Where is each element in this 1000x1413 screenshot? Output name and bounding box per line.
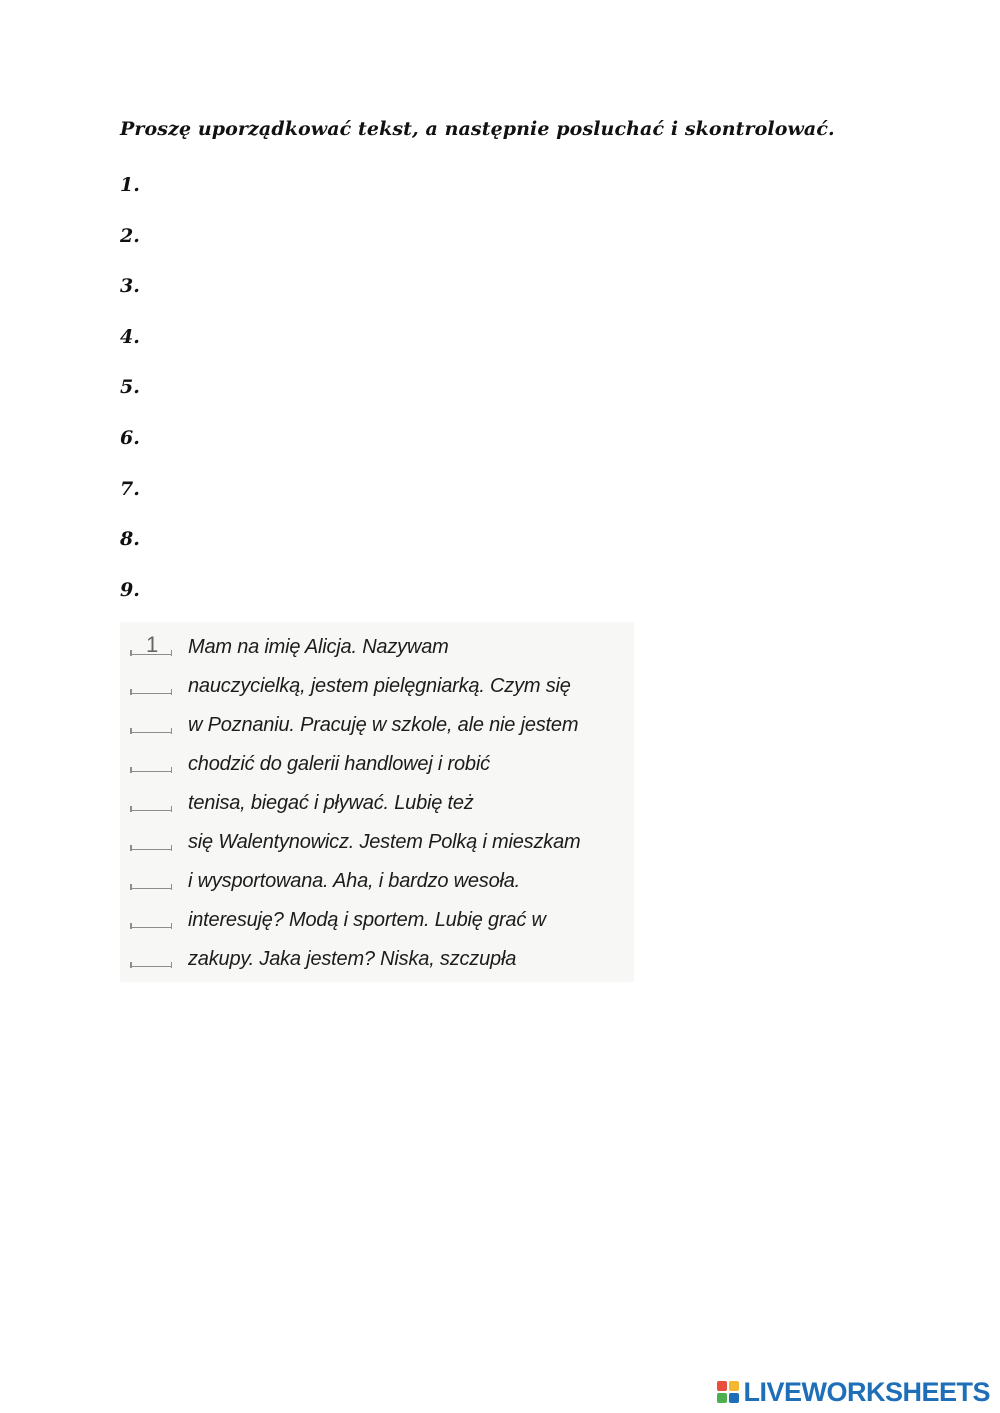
- excerpt-line: [120, 862, 634, 901]
- answer-number: 1.: [120, 174, 140, 196]
- instruction-text: Proszę uporządkować tekst, a następnie posluchać i skontrolować.: [120, 118, 835, 140]
- excerpt-line-text: Mam na imię Alicja. Nazywam: [188, 636, 449, 658]
- answer-number: 7.: [120, 477, 140, 500]
- answer-number-list: [120, 172, 140, 627]
- text-excerpt-image: [120, 622, 634, 982]
- order-slot: [130, 761, 172, 772]
- excerpt-line: [120, 706, 634, 745]
- order-slot-number: 1: [146, 632, 159, 657]
- excerpt-line: [120, 901, 634, 940]
- excerpt-line: [120, 940, 634, 979]
- excerpt-line-text: interesuję? Modą i sportem. Lubię grać w: [188, 909, 546, 931]
- answer-number: 9.: [120, 578, 140, 601]
- order-slot: [130, 800, 172, 811]
- excerpt-line-text: w Poznaniu. Pracuję w szkole, ale nie jestem: [188, 714, 579, 736]
- logo-square: [717, 1393, 727, 1403]
- logo-square: [729, 1381, 739, 1391]
- answer-number: 8.: [120, 528, 140, 551]
- excerpt-line-text: nauczycielką, jestem pielęgniarką. Czym się: [188, 675, 571, 697]
- liveworksheets-logo-text: LIVEWORKSHEETS: [743, 1376, 990, 1407]
- logo-square: [729, 1393, 739, 1403]
- logo-square: [717, 1381, 727, 1391]
- order-slot: [130, 956, 172, 967]
- excerpt-line: [120, 745, 634, 784]
- excerpt-line-text: tenisa, biegać i pływać. Lubię też: [188, 792, 474, 814]
- excerpt-line-text: i wysportowana. Aha, i bardzo wesoła.: [188, 870, 521, 892]
- answer-number: 3.: [120, 275, 140, 298]
- answer-number: 4.: [120, 325, 140, 348]
- answer-number: 5.: [120, 376, 140, 399]
- excerpt-line: [120, 823, 634, 862]
- liveworksheets-logo-icon: [717, 1381, 739, 1403]
- order-slot: [130, 917, 172, 928]
- order-slot: [130, 722, 172, 733]
- excerpt-line: [120, 667, 634, 706]
- excerpt-line-text: zakupy. Jaka jestem? Niska, szczupła: [188, 948, 517, 970]
- order-slot: [130, 878, 172, 889]
- order-slot: [130, 839, 172, 850]
- liveworksheets-logo: [717, 1376, 990, 1408]
- answer-number: 6.: [120, 426, 140, 449]
- answer-number: 2.: [120, 224, 140, 247]
- excerpt-line-text: chodzić do galerii handlowej i robić: [188, 753, 490, 775]
- excerpt-line: [120, 784, 634, 823]
- order-slot: [130, 632, 172, 657]
- order-slot: [130, 683, 172, 694]
- excerpt-line-text: się Walentynowicz. Jestem Polką i mieszkam: [188, 831, 581, 853]
- excerpt-line: [120, 628, 634, 667]
